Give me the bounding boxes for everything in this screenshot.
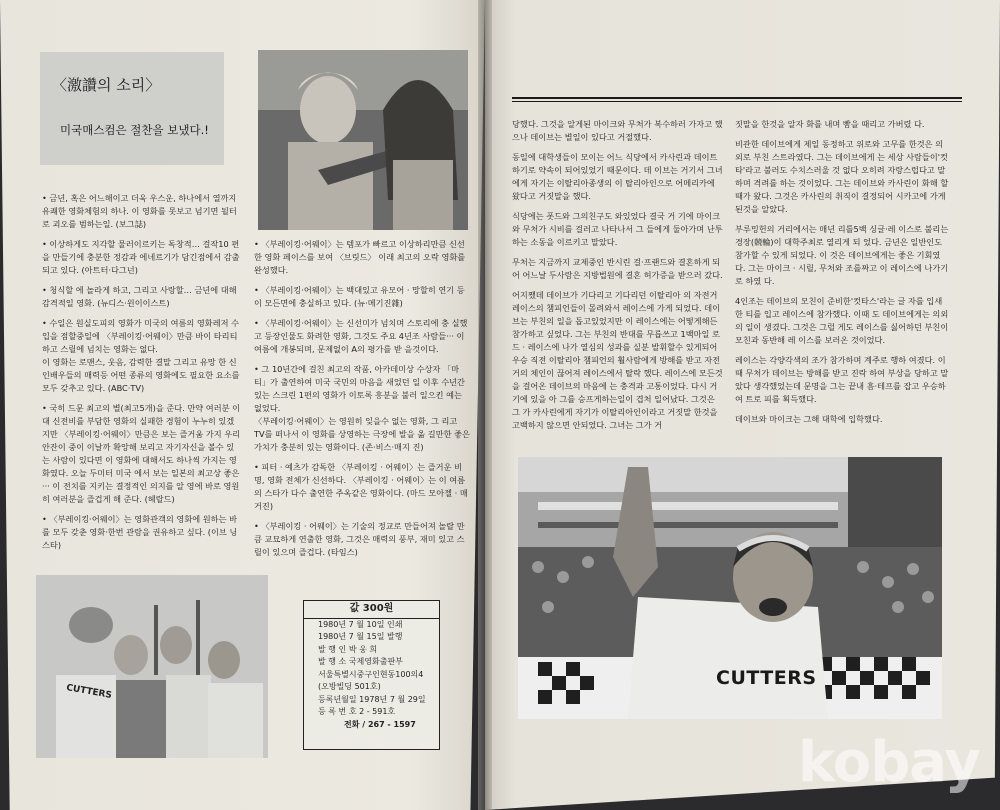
top-rule bbox=[512, 97, 962, 99]
cutters-shirt-text: CUTTERS bbox=[65, 683, 113, 701]
left-column-reviews-2 bbox=[254, 238, 470, 566]
synopsis-paragraph: 4인조는 데이브의 모친이 준비한'컷타스'라는 글 자를 입새한 티를 입고 레이스에 참가했다. 이때 도 데이브에게는 의외의 일이 생겼다. 그것은 그럴 게도 레이스를 싫어하던 부친이 모친과 동반해 레 이스를 보러온 것이었다. bbox=[735, 296, 949, 345]
synopsis-paragraph: 비관한 데이브에게 제일 동정하고 위로와 고무를 한것은 의외로 부친 스트라였다. 그는 데이브에게 는 세상 사람들이'컷타'라고 불러도 수치스러울 것 없다 오히려 자랑스럽다고 말하며 격려를 하는 것이었다. 그는 데이브와 카사린이 화해 할 때가 왔다. 그것은 카사린의 취직이 결정되어 시카고에 가게 된것을 알았다. bbox=[735, 139, 949, 214]
colophon-line: 서울특별시중구인현동100의4 bbox=[318, 669, 424, 679]
colophon-box bbox=[303, 600, 440, 750]
review-paragraph: • 〈부레이킹·어웨이〉는 템포가 빠르고 이상하리만큼 신선한 영화 페이스를 보여 〈브릿드〉 이래 최고의 오락 영화를 완성했다. bbox=[254, 239, 466, 275]
film-still-cyclist-photo bbox=[518, 457, 942, 719]
synopsis-paragraph: 당했다. 그것을 알게된 마이크와 무처가 복수하러 가자고 했으나 데이브는 별일이 있다고 거절했다. bbox=[512, 119, 723, 142]
colophon-line: 발 행 인 박 웅 희 bbox=[318, 644, 378, 654]
synopsis-paragraph: 동일에 대학생들이 모이는 어느 식당에서 카사린과 데이트하기로 약속이 되어있었기 때문이다. 데 이브는 거기서 그녀에게 자기는 이탈리아종생의 이 탈리아인으로 어메리카에 왔다고 거짓말을 했다. bbox=[512, 152, 723, 201]
synopsis-paragraph: 레이스는 각양각색의 조가 참가하며 계주로 행하 여졌다. 이때 무처가 데이브는 방해를 받고 진락 하여 부상을 당하고 말았다 생각했었는데 문명을 그는 끝내 흠·테프를 잡고 우승하여 트로 피를 획득했다. bbox=[735, 355, 949, 404]
synopsis-paragraph: 부루밍헌의 거리에서는 매년 리틀5백 싱글·레 이스로 불리는 경장(競輪)이 대학주최로 열리게 되 었다. 금년은 일반인도 참가할 수 있게 되었다. 이 것은 데이브에게는 좋은 기회였다. 그는 마이크 · 시릴, 무처와 조를짜고 이 레이스에 나가기로 하였 다. bbox=[735, 224, 949, 286]
review-paragraph: • 금년, 혹은 어느해이고 더욱 우스운, 하나에서 열까지 유쾌한 영화체험의 하나. 이 영화를 못보고 넘기면 될터로 괴오를 범하는일. (보그誌) bbox=[42, 193, 237, 229]
synopsis-paragraph: 식당에는 폿드와 그의친구도 와있었다 결국 거 기에 마이크와 무처가 시비를 걸러고 나타나서 그 들에게 둘아가며 난투하는 소동을 이르키고 말았다. bbox=[512, 211, 723, 247]
synopsis-paragraph: 무처는 지금까지 교제중인 반시린 걸·프랜드와 결혼하게 되어 어느날 두사람은 지방법원에 결혼 허가증을 받으러 갔다. bbox=[512, 257, 723, 280]
book-gutter bbox=[478, 0, 492, 810]
right-column-synopsis-2 bbox=[735, 118, 950, 433]
left-column-reviews-1 bbox=[42, 192, 242, 559]
top-rule-thin bbox=[512, 101, 962, 102]
film-still-couple-photo bbox=[258, 50, 468, 230]
film-still-group-photo bbox=[36, 575, 268, 758]
review-paragraph: • 국히 드문 최고의 별(최고5개)을 준다. 만약 여러분 이 대 신전비를 부담한 영화의 실패한 경험이 누누히 있겠지만 〈부레이킹·어웨이〉만큼은 보는 즐거움 가지 우리 안잔이 중이 이날까 확앙해 보리고 자기자신을 볼수 있는 사람이 있다면 이 영화에 대해서도 하나씩 가지는 영화였다. 오늘 두미터 미국 에서 보는 일본의 최고상 좋은 ··· 이 전치를 지키는 결정적인 의지를 알 영에 바로 영원히 여러분을 즐겁게 해 준다. (헤랄드) bbox=[42, 403, 241, 504]
review-header-subtitle: 미국매스컴은 절찬을 보냈다.! bbox=[60, 123, 209, 137]
review-paragraph: • 〈부레이킹·어웨이〉는 백대있고 유모어 · 망할히 연기 등이 모든면에 충실하고 있다. (뉴·메기진雜) bbox=[254, 285, 465, 308]
review-paragraph: • 피터 · 예츠가 감독한 〈부레이킹 · 어웨이〉는 즐거운 비명, 영화 전체가 신선하다. 〈부레이킹 · 어웨이〉는 이 여름의 스타가 다수 출연한 주옥같은 영화이다. (마드 모아젤 · 매거진) bbox=[254, 462, 468, 511]
review-paragraph: • 그 10년간에 걸친 최고의 작품, 아카데미상 수상자 「마티」가 출연하여 미국 국민의 마음을 새었던 일 이후 수년간 있는 스크린 1편의 영화가 이토록 흥분을 불러 일으킨 예는 없었다. bbox=[254, 364, 465, 413]
colophon-line: (오방빌딩 501호) bbox=[318, 682, 381, 691]
review-paragraph: 이 영화는 로맨스, 웃음, 감력한 결말 그리고 유망 한 신인배우들의 매력등 어떤 종류의 영화에도 필요한 요소를 모두 갖추고 있다. (ABC·TV) bbox=[42, 357, 240, 393]
colophon-line: 등 록 번 호 2 - 591호 bbox=[318, 707, 396, 716]
review-header-box bbox=[40, 52, 224, 165]
review-paragraph: • 수일은 원실도피의 영화가 미국의 여름의 영화레저 수입을 점할중일에 〈부레이킹·어웨이〉만큼 바이 타리티하고 스릴에 넘치는 영화는 없다. bbox=[42, 318, 240, 354]
review-paragraph: • 〈부레이킹 · 어웨이〉는 기술의 정교로 만들어져 놀랄 만큼 교묘하게 연출한 영화, 그것은 매력의 풍부, 재미 있고 스릴이 있으며 즐겁다. (타임스) bbox=[254, 521, 465, 557]
review-paragraph: 〈부레이킹·어웨이〉는 영원히 잊을수 없는 영화, 그 리고 TV를 떠나서 이 영화를 상영하는 극장에 발을 옮 길만한 좋은 가치가 충분히 있는 영화이다. (존·비스·매지 진) bbox=[254, 416, 470, 452]
colophon-line: 등록년월일 1978년 7 월 29일 bbox=[318, 694, 426, 704]
right-column-synopsis-1 bbox=[512, 118, 724, 439]
cutters-jersey-text: CUTTERS bbox=[716, 667, 817, 689]
review-paragraph: • 이상하게도 지각할 물러이르키는 독창적… 걸작10 편을 만들기에 충분한 정감과 에네르기가 담긴점에서 감출되고 있다. (아트터·다그넌) bbox=[42, 239, 240, 275]
review-header-title: 〈激讚의 소리〉 bbox=[52, 76, 161, 94]
synopsis-paragraph: 데이브와 마이크는 그해 대학에 입학했다. bbox=[735, 414, 883, 424]
review-paragraph: • 〈부레이킹·어웨이〉는 신선미가 넘치며 스토리에 충 실했고 등장인물도 화려한 영화, 그것도 주요 4년조 사람들··· 이 여름에 개봉되며, 문제없이 A의 평가를 받 을것이다. bbox=[254, 318, 468, 354]
colophon-line: 1980년 7 월 10일 인쇄 bbox=[318, 619, 403, 629]
colophon-line: 발 행 소 국제영화출판부 bbox=[318, 657, 403, 666]
colophon-phone: 전화 / 267 - 1597 bbox=[344, 719, 416, 729]
synopsis-paragraph: 어지쨌데 데이브가 기다리고 기다리던 이탈리아 의 자전거레이스의 챔피언들이 몰려와서 레이스에 가게 되었다. 데이브는 부친의 일을 돕고있었지만 이 레이스에는 어떻게해든 참가하고 싶었다. 그는 부친의 반대를 무릅쓰고 1백마일 로드 · 레이스에 나가 열심의 성과를 실분 발휘할수 있게되어 우승 직전 이탈리아 챔피언의 훨사람에게 방해를 받고 자전거의 체인이 끊어져 레이스에서 탈락 했다. 레이스에 모든것을 걸어온 데이브의 마음에 는 충격과 고통이었다. 다시 거기에 있을 아 그를 승프게하는일이 겹처 일어났다. 그것은 그 가 카사린에게 자기가 이탈리아인이라고 거짓말 한것을 고백하지 않으면 안되었다. 그녀는 그가 거 bbox=[512, 290, 723, 430]
review-paragraph: • 〈부레이킹·어웨이〉는 영화관객의 영화에 원하는 바 를 모두 갖춘 영화·한번 관람을 권유하고 싶다. (이브 닝스타) bbox=[42, 514, 238, 550]
price-label: 값 300원 bbox=[304, 601, 439, 619]
synopsis-paragraph: 짓말을 한것을 알자 화를 내며 빰을 때리고 가버렸 다. bbox=[735, 119, 925, 129]
colophon-line: 1980년 7 월 15일 발행 bbox=[318, 632, 403, 641]
review-paragraph: • 청식할 에 놀라게 하고, 그리고 사랑할… 금년에 대해 감격적일 영화. (뉴디스·윈이이스트) bbox=[42, 285, 237, 308]
kobay-watermark: kobay bbox=[798, 730, 980, 795]
